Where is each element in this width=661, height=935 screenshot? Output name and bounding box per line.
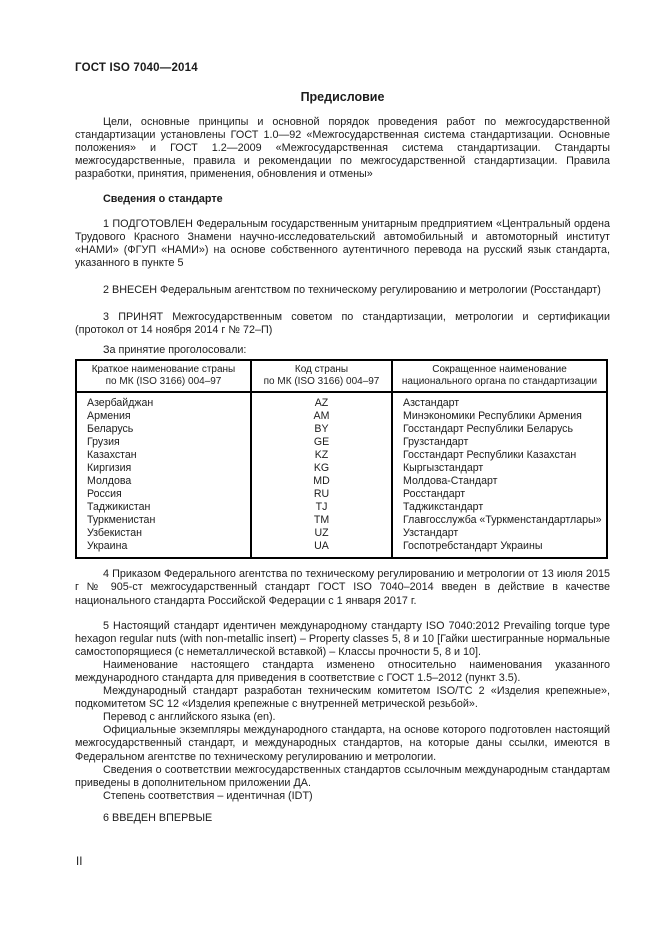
header-line: Сокращенное наименование xyxy=(432,364,567,376)
clause-3: 3 ПРИНЯТ Межгосударственным советом по стандартизации, метрологии и сертификации (протокол от 14 ноября 2014 г № 72–П) xyxy=(75,311,610,337)
cell-code: BY xyxy=(251,423,392,436)
header-line: по МК (ISO 3166) 004–97 xyxy=(263,376,380,388)
cell-code: MD xyxy=(251,475,392,488)
table-row xyxy=(76,527,607,540)
cell-country: Армения xyxy=(87,410,131,423)
col-header-country xyxy=(76,360,251,392)
cell-country: Казахстан xyxy=(87,449,137,462)
cell-country: Украина xyxy=(87,540,128,553)
cell-country: Молдова xyxy=(87,475,132,488)
col-header-org xyxy=(392,360,607,392)
cell-org: Кыргызстандарт xyxy=(392,462,607,475)
cell-org: Минэкономики Республики Армения xyxy=(392,410,607,423)
cell-org: Таджикстандарт xyxy=(392,501,607,514)
cell-org: Грузстандарт xyxy=(392,436,607,449)
clause-5-committee-note: Международный стандарт разработан техническим комитетом ISO/TC 2 «Изделия крепежные», подкомитетом SC 12 «Изделия крепежные с внутренней метрической резьбой». xyxy=(75,685,610,711)
intro-paragraph: Цели, основные принципы и основной порядок проведения работ по межгосударственной стандартизации установлены ГОСТ 1.0—92 «Межгосударственная система стандартизации. Основные положения» и ГОСТ 1.2—2009 «Межгосударственная система стандартизации. Стандарты межгосударственные, правила и рекомендации по межгосударственной стандартизации. Правила разработки, принятия, применения, обновления и отмены» xyxy=(75,116,610,181)
table-row xyxy=(76,449,607,462)
table-row xyxy=(76,501,607,514)
vote-lead: За принятие проголосовали: xyxy=(103,344,247,357)
clause-5-official-copies-note: Официальные экземпляры международного стандарта, на основе которого подготовлен настоящий межгосударственный стандарт, и международных стандартов, на которые даны ссылки, имеются в Федеральном агентстве по техническому регулированию и метрологии. xyxy=(75,724,610,763)
header-line: национального органа по стандартизации xyxy=(401,376,598,388)
cell-country: Беларусь xyxy=(87,423,134,436)
clause-5-annex-note: Сведения о соответствии межгосударственных стандартов ссылочным международным стандартам приведены в дополнительном приложении ДА. xyxy=(75,763,610,789)
table-row xyxy=(76,410,607,423)
doc-code: ГОСТ ISO 7040—2014 xyxy=(75,62,198,74)
clause-2: 2 ВНЕСЕН Федеральным агентством по техническому регулированию и метрологии (Росстандарт) xyxy=(103,283,601,296)
cell-country: Узбекистан xyxy=(87,527,143,540)
cell-org: Госстандарт Республики Казахстан xyxy=(392,449,607,462)
table-row xyxy=(76,462,607,475)
page-title: Предисловие xyxy=(300,90,385,104)
cell-country: Киргизия xyxy=(87,462,132,475)
clause-1: 1 ПОДГОТОВЛЕН Федеральным государственным унитарным предприятием «Центральный ордена Трудового Красного Знамени научно-исследовательский автомобильный и автомоторный институт «НАМИ» (ФГУП «НАМИ») на основе собственного аутентичного перевода на русский язык стандарта, указанного в пункте 5 xyxy=(75,217,610,269)
clause-5-renaming-note: Наименование настоящего стандарта изменено относительно наименования указанного международного стандарта для приведения в соответствие с ГОСТ 1.5–2012 (пункт 3.5). xyxy=(75,658,610,684)
col-header-code xyxy=(251,360,392,392)
table-row xyxy=(76,514,607,527)
cell-code: GE xyxy=(251,436,392,449)
cell-code: AZ xyxy=(251,392,392,410)
cell-country: Азербайджан xyxy=(87,397,154,410)
cell-org: Госпотребстандарт Украины xyxy=(392,540,607,558)
cell-code: KZ xyxy=(251,449,392,462)
clause-5-main: 5 Настоящий стандарт идентичен международному стандарту ISO 7040:2012 Prevailing torque type hexagon regular nuts (with non-metallic insert) – Property classes 5, 8 и 10 [Гайки шестигранные нормальные самостопорящиеся (с неметаллической вставкой) – Классы прочности 5, 8 и 10]. xyxy=(75,619,610,658)
table-row xyxy=(76,436,607,449)
cell-org: Узстандарт xyxy=(392,527,607,540)
table-row xyxy=(76,392,607,410)
cell-country: Туркменистан xyxy=(87,514,156,527)
clause-4: 4 Приказом Федерального агентства по техническому регулированию и метрологии от 13 июля 2015 г № 905-ст межгосударственный стандарт ГОСТ ISO 7040–2014 введен в действие в качестве национального стандарта Российской Федерации с 1 января 2017 г. xyxy=(75,568,610,607)
cell-code: TJ xyxy=(251,501,392,514)
header-line: Код страны xyxy=(294,364,349,376)
cell-country: Таджикистан xyxy=(87,501,151,514)
cell-code: KG xyxy=(251,462,392,475)
header-line: Краткое наименование страны xyxy=(91,364,236,376)
table-row xyxy=(76,488,607,501)
table-row xyxy=(76,423,607,436)
cell-code: UZ xyxy=(251,527,392,540)
table-row xyxy=(76,540,607,558)
header-line: по МК (ISO 3166) 004–97 xyxy=(105,376,222,388)
table-header-row xyxy=(76,360,607,392)
cell-country: Грузия xyxy=(87,436,120,449)
cell-code: UA xyxy=(251,540,392,558)
clause-5-conformity-degree: Степень соответствия – идентичная (IDT) xyxy=(103,789,313,802)
cell-code: TM xyxy=(251,514,392,527)
table-row xyxy=(76,475,607,488)
cell-code: AM xyxy=(251,410,392,423)
vote-table xyxy=(75,359,608,559)
cell-org: Главгосслужба «Туркменстандартлары» xyxy=(392,514,607,527)
cell-org: Госстандарт Республики Беларусь xyxy=(392,423,607,436)
cell-org: Азстандарт xyxy=(392,392,607,410)
page-number: II xyxy=(76,856,83,868)
cell-org: Молдова-Стандарт xyxy=(392,475,607,488)
section-heading: Сведения о стандарте xyxy=(103,193,223,206)
preface-body xyxy=(75,116,610,825)
clause-5-translation-note: Перевод с английского языка (en). xyxy=(103,711,276,724)
cell-country: Россия xyxy=(87,488,122,501)
clause-6: 6 ВВЕДЕН ВПЕРВЫЕ xyxy=(103,811,213,824)
cell-code: RU xyxy=(251,488,392,501)
cell-org: Росстандарт xyxy=(392,488,607,501)
